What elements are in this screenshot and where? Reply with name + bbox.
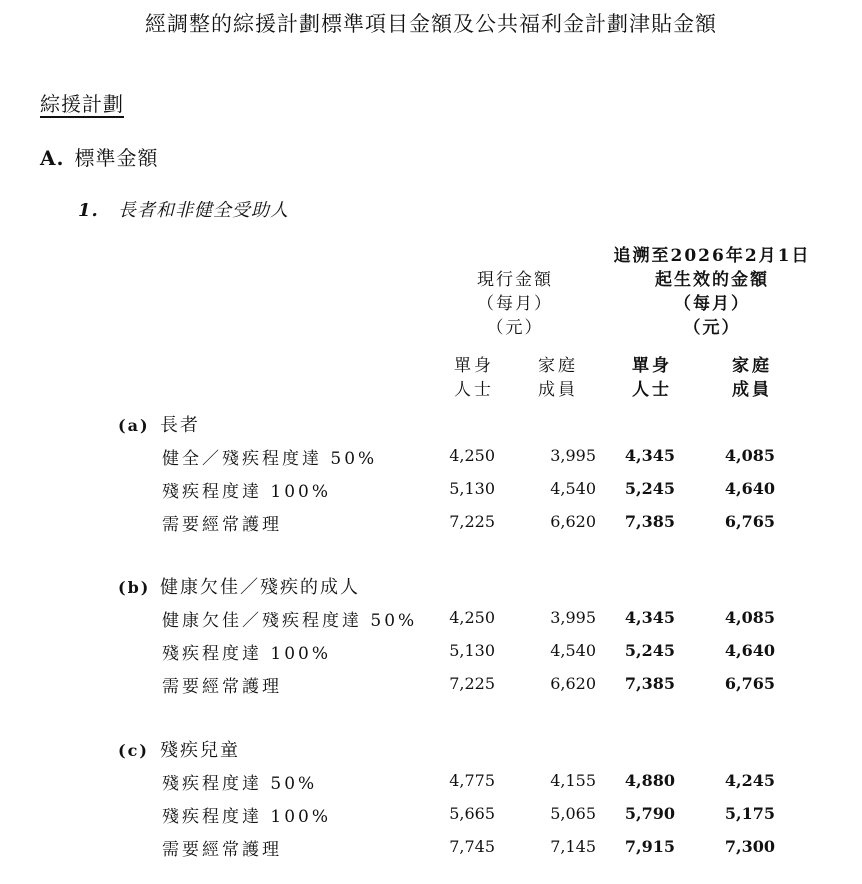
value-cell: 3,995 [550,608,596,627]
header-line: 單身 [454,356,494,376]
row-label: 需要經常護理 [162,515,282,535]
value-cell: 7,145 [550,837,596,856]
value-cell: 7,745 [449,837,495,856]
header-line: 家庭 [538,356,578,376]
header-line: （元） [683,318,741,338]
value-cell: 4,345 [624,446,675,465]
value-cell: 6,765 [724,674,775,693]
subsection-label: A. [40,146,65,170]
page-title: 經調整的綜援計劃標準項目金額及公共福利金計劃津貼金額 [145,12,717,36]
header-line: （元） [486,318,544,338]
value-cell: 5,130 [449,479,495,498]
value-cell: 4,880 [624,771,675,790]
value-cell: 6,620 [550,512,596,531]
value-cell: 5,790 [624,804,675,823]
value-cell: 4,775 [449,771,495,790]
header-line: 起生效的金額 [655,270,769,290]
subsubsection-text: 長者和非健全受助人 [118,200,289,221]
row-label: 殘疾程度達 100% [162,807,332,827]
group-label: (b) [118,578,151,597]
value-cell: 6,765 [724,512,775,531]
value-cell: 7,300 [724,837,775,856]
header-line: 單身 [632,356,672,376]
row-label: 需要經常護理 [162,840,282,860]
value-cell: 7,225 [449,674,495,693]
subsection-heading [40,142,158,171]
new-amount-header [612,244,812,340]
single-header-current [444,354,504,402]
group-title: 健康欠佳／殘疾的成人 [160,577,360,598]
group-title: 殘疾兒童 [160,740,240,761]
subsubsection-heading [78,196,289,222]
value-cell: 4,540 [550,479,596,498]
value-cell: 6,620 [550,674,596,693]
section-heading: 綜援計劃 [40,92,124,116]
value-cell: 5,175 [724,804,775,823]
group-label: (c) [118,741,149,760]
single-header-new [622,354,682,402]
header-line: （每月） [674,294,750,314]
header-line: （每月） [477,294,553,314]
value-cell: 5,130 [449,641,495,660]
subsubsection-label: 1. [78,200,99,221]
value-cell: 7,225 [449,512,495,531]
row-label: 殘疾程度達 100% [162,644,332,664]
header-line: 追溯至2026年2月1日 [613,246,811,266]
value-cell: 7,385 [624,674,675,693]
value-cell: 4,155 [550,771,596,790]
family-header-new [722,354,782,402]
row-label: 健全／殘疾程度達 50% [162,449,378,469]
value-cell: 5,245 [624,479,675,498]
subsection-text: 標準金額 [74,146,159,170]
header-line: 現行金額 [477,270,553,290]
value-cell: 4,540 [550,641,596,660]
group-label: (a) [118,416,150,435]
header-line: 成員 [538,380,578,400]
group-heading-b [118,573,360,599]
row-label: 殘疾程度達 100% [162,482,332,502]
value-cell: 5,065 [550,804,596,823]
value-cell: 4,640 [724,641,775,660]
family-header-current [528,354,588,402]
group-title: 長者 [160,415,200,436]
header-line: 人士 [632,380,672,400]
value-cell: 7,915 [624,837,675,856]
header-line: 人士 [454,380,494,400]
value-cell: 4,250 [449,608,495,627]
value-cell: 5,665 [449,804,495,823]
current-amount-header [440,268,590,340]
value-cell: 4,085 [724,446,775,465]
value-cell: 5,245 [624,641,675,660]
row-label: 需要經常護理 [162,677,282,697]
value-cell: 3,995 [550,446,596,465]
value-cell: 7,385 [624,512,675,531]
group-heading-a [118,411,200,437]
value-cell: 4,345 [624,608,675,627]
header-line: 家庭 [732,356,772,376]
row-label: 殘疾程度達 50% [162,774,318,794]
group-heading-c [118,736,240,762]
value-cell: 4,640 [724,479,775,498]
value-cell: 4,250 [449,446,495,465]
row-label: 健康欠佳／殘疾程度達 50% [162,611,418,631]
value-cell: 4,245 [724,771,775,790]
value-cell: 4,085 [724,608,775,627]
header-line: 成員 [732,380,772,400]
